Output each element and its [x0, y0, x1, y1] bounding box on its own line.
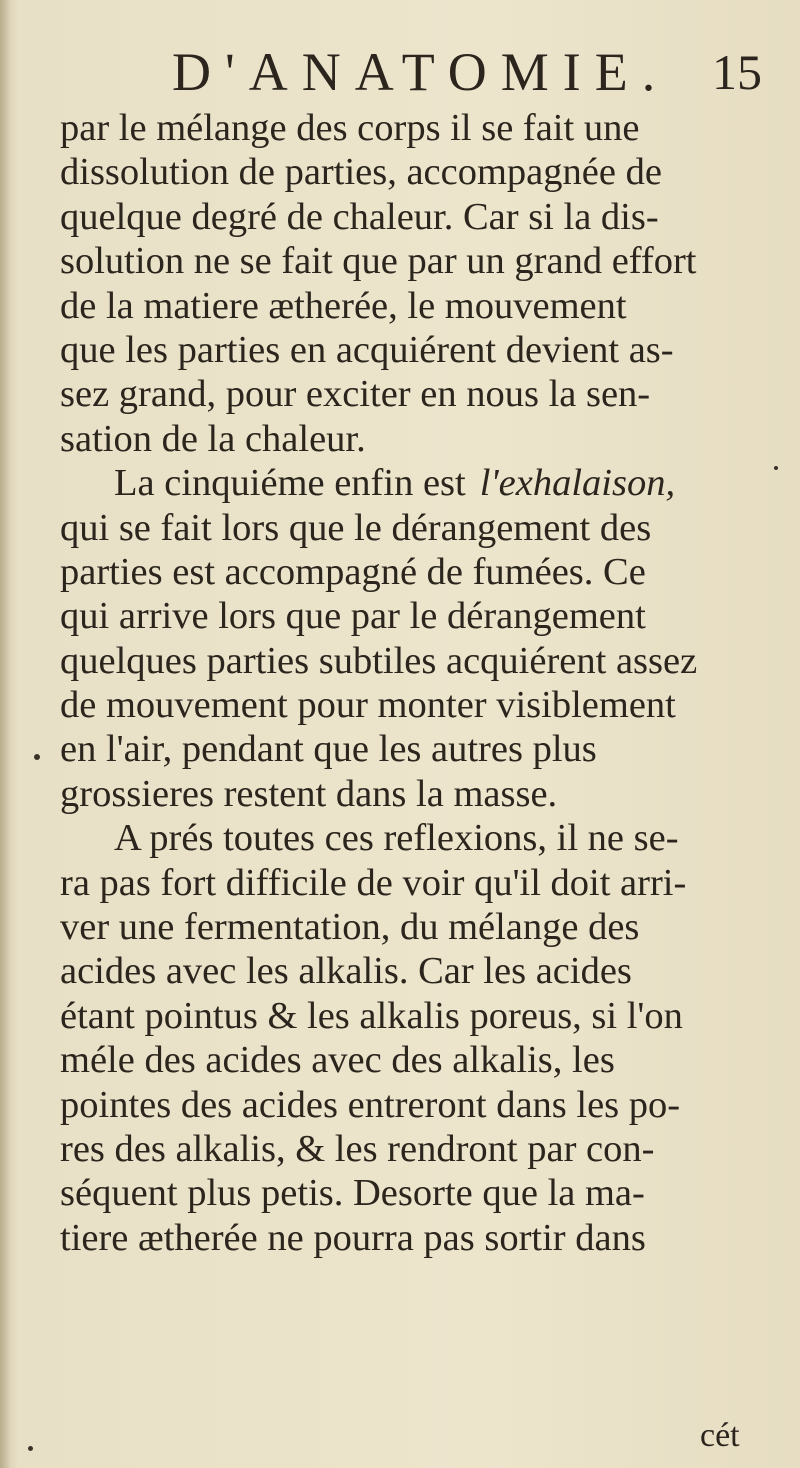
line-text: parties est accompagné de fumées. Ce: [60, 550, 646, 593]
text-line: [60, 1038, 768, 1082]
line-text: qui arrive lors que par le dérangement: [60, 595, 646, 638]
line-text: A prés toutes ces reflexions, il ne se-: [114, 817, 679, 860]
text-line: [60, 1216, 768, 1260]
line-text: ra pas fort difficile de voir qu'il doit arri-: [60, 861, 687, 904]
line-text: que les parties en acquiérent devient as-: [60, 328, 674, 371]
text-line: [60, 284, 768, 328]
text-line: [60, 328, 768, 372]
text-line: [60, 949, 768, 993]
line-text: sation de la chaleur.: [60, 417, 366, 460]
text-line: [60, 550, 768, 594]
page-header: [0, 38, 800, 102]
ink-speck: [28, 1446, 33, 1451]
line-text: quelques parties subtiles acquiérent assez: [60, 639, 698, 682]
line-text: séquent plus petis. Desorte que la ma-: [60, 1172, 645, 1215]
line-text: dissolution de parties, accompagnée de: [60, 151, 662, 194]
body-text: [60, 106, 768, 1260]
catchword: cét: [700, 1417, 740, 1454]
text-line: [60, 727, 768, 771]
line-text: de la matiere ætherée, le mouvement: [60, 284, 627, 327]
text-line: [60, 195, 768, 239]
line-text: de mouvement pour monter visiblement: [60, 684, 676, 727]
text-line: [60, 372, 768, 416]
text-line: [60, 772, 768, 816]
text-line: [60, 150, 768, 194]
text-line: [60, 506, 768, 550]
line-text: La cinquiéme enfin est: [114, 462, 466, 505]
line-text: étant pointus & les alkalis poreus, si l'on: [60, 994, 683, 1037]
line-text: acides avec les alkalis. Car les acides: [60, 950, 632, 993]
italic-term: l'exhalaison,: [479, 462, 676, 505]
line-text: grossieres restent dans la masse.: [60, 772, 558, 815]
page-number: 15: [712, 44, 762, 100]
text-line: [60, 594, 768, 638]
line-text: tiere ætherée ne pourra pas sortir dans: [60, 1216, 646, 1259]
line-text: ver une fermentation, du mélange des: [60, 906, 640, 949]
text-line: [60, 1127, 768, 1171]
ink-speck: [34, 754, 40, 760]
text-line: [60, 994, 768, 1038]
line-text: sez grand, pour exciter en nous la sen-: [60, 373, 651, 416]
line-text: par le mélange des corps il se fait une: [60, 107, 640, 149]
line-text: pointes des acides entreront dans les po-: [60, 1083, 681, 1126]
text-line: [60, 106, 768, 150]
text-line: [60, 1083, 768, 1127]
text-line: [60, 639, 768, 683]
line-text: qui se fait lors que le dérangement des: [60, 506, 652, 549]
line-text: quelque degré de chaleur. Car si la dis-: [60, 195, 659, 238]
line-text: solution ne se fait que par un grand effort: [60, 240, 697, 283]
line-text: méle des acides avec des alkalis, les: [60, 1039, 615, 1082]
text-line: [60, 861, 768, 905]
ink-speck: [774, 466, 778, 470]
text-line: [60, 239, 768, 283]
text-line: [60, 1171, 768, 1215]
running-title: D'ANATOMIE.: [172, 42, 670, 102]
line-text: res des alkalis, & les rendront par con-: [60, 1127, 655, 1170]
text-line: [60, 683, 768, 727]
paragraph-start-line: [60, 461, 768, 505]
paragraph-start-line: [60, 816, 768, 860]
text-line: [60, 905, 768, 949]
line-text: en l'air, pendant que les autres plus: [60, 728, 597, 771]
text-line: [60, 417, 768, 461]
